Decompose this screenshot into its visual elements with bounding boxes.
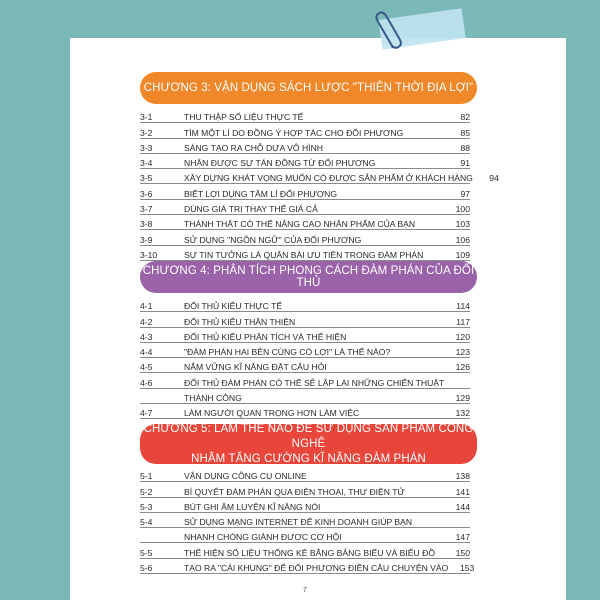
toc-title: NẮM VỮNG KĨ NĂNG ĐẶT CÂU HỎI: [184, 362, 327, 373]
toc-title-continued: THÀNH CÔNG: [184, 393, 242, 404]
toc-row: [140, 528, 470, 543]
toc-title: XÂY DỰNG KHÁT VỌNG MUỐN CÓ ĐƯỢC SẢN PHẨM Ở KHÁCH HÀNG: [184, 173, 473, 184]
toc-row: [140, 498, 470, 513]
toc-title: THÀNH THẬT CÓ THỂ NÂNG CAO NHÂN PHẨM CỦA BẠN: [184, 219, 416, 230]
toc-number: 3-8: [140, 219, 153, 230]
chapter-3-header: [140, 72, 477, 104]
toc-row: [140, 246, 470, 261]
chapter-4-header: [140, 261, 477, 293]
toc-number: 4-4: [140, 347, 153, 358]
toc-number: 4-1: [140, 301, 153, 312]
left-border: [0, 0, 70, 600]
toc-number: 5-4: [140, 517, 153, 528]
toc-page: 100: [455, 204, 470, 215]
toc-number: 5-1: [140, 471, 153, 482]
toc-number: 5-3: [140, 501, 153, 512]
toc-number: 3-2: [140, 127, 153, 138]
toc-number: 3-7: [140, 204, 153, 215]
toc-number: 4-7: [140, 408, 153, 419]
toc-number: 3-6: [140, 188, 153, 199]
toc-title: SỬ DỤNG "NGÔN NGỮ" CỦA ĐỐI PHƯƠNG: [184, 234, 362, 245]
toc-page: 106: [455, 234, 470, 245]
toc-row: [140, 230, 470, 245]
toc-title: BIẾT LỢI DỤNG TÂM LÍ ĐỐI PHƯƠNG: [184, 188, 338, 199]
toc-row: [140, 184, 470, 199]
toc-number: 3-9: [140, 234, 153, 245]
toc-number: 4-3: [140, 331, 153, 342]
toc-page: 117: [456, 316, 470, 327]
toc-row: [140, 559, 475, 574]
toc-row: [140, 404, 470, 419]
toc-page: 150: [455, 547, 470, 558]
toc-page: 85: [460, 127, 470, 138]
toc-number: 3-3: [140, 142, 153, 153]
toc-page: 91: [460, 158, 470, 169]
right-border: [566, 0, 600, 600]
top-border: [0, 0, 600, 38]
toc-title: TẠO RA "CÁI KHUNG" ĐỂ ĐỐI PHƯƠNG ĐIỀN CÂU CHUYỆN VÀO: [184, 563, 449, 574]
toc-number: 4-5: [140, 362, 153, 373]
toc-row: [140, 297, 470, 312]
toc-row: [140, 215, 470, 230]
toc-page: 153: [460, 563, 475, 574]
chapter-title: CHƯƠNG 3: VẬN DỤNG SÁCH LƯỢC "THIÊN THỜI ĐỊA LỢI": [143, 82, 474, 94]
toc-number: 3-1: [140, 112, 153, 123]
toc-row: [140, 328, 470, 343]
toc-page: 109: [455, 249, 470, 260]
toc-row: [140, 200, 470, 215]
toc-row: [140, 154, 470, 169]
toc-title: ĐỐI THỦ KIỂU THỰC TẾ: [184, 301, 283, 312]
toc-page: 97: [460, 188, 470, 199]
toc-row: [140, 482, 470, 497]
toc-title: THU THẬP SỐ LIỆU THỰC TẾ: [184, 112, 304, 123]
toc-row: [140, 343, 470, 358]
toc-row: [140, 139, 470, 154]
toc-row: [140, 543, 470, 558]
toc-title: TÌM MỘT LÍ DO ĐỒNG Ý HỢP TÁC CHO ĐỐI PHƯƠNG: [184, 127, 404, 138]
toc-page: 94: [489, 173, 499, 184]
toc-page: 138: [455, 471, 470, 482]
toc-title: SỬ DỤNG MẠNG INTERNET ĐỂ KINH DOANH GIÚP BẠN: [184, 517, 413, 528]
toc-row: [140, 123, 470, 138]
toc-row: [140, 312, 470, 327]
toc-title: ĐỐI THỦ KIỂU THÂN THIỆN: [184, 316, 296, 327]
toc-row: [140, 169, 499, 184]
chapter-title: CHƯƠNG 4: PHÂN TÍCH PHONG CÁCH ĐÀM PHÁN CỦA ĐỐI THỦ: [142, 265, 475, 289]
toc-page: 82: [460, 112, 470, 123]
toc-row: [140, 513, 470, 528]
toc-number: 5-5: [140, 547, 153, 558]
toc-row: [140, 389, 470, 404]
toc-title: ĐỐI THỦ KIỂU PHÂN TÍCH VÀ THỂ HIỆN: [184, 331, 347, 342]
chapter-title-line2: NHẰM TĂNG CƯỜNG KĨ NĂNG ĐÀM PHÁN: [191, 452, 426, 465]
toc-number: 5-6: [140, 563, 153, 574]
toc-number: 3-5: [140, 173, 153, 184]
toc-number: 3-4: [140, 158, 153, 169]
toc-title: "ĐÀM PHÁN HAI BÊN CÙNG CÓ LỢI" LÀ THẾ NÀO?: [184, 347, 391, 358]
toc-page: 120: [455, 331, 470, 342]
toc-page: 132: [455, 408, 470, 419]
toc-row: [140, 373, 470, 388]
toc-page: 126: [455, 362, 470, 373]
toc-number: 3-10: [140, 249, 158, 260]
toc-page: 123: [455, 347, 470, 358]
toc-row: [140, 108, 470, 123]
toc-row: [140, 358, 470, 373]
toc-page: 114: [456, 301, 470, 312]
chapter-5-header: [140, 424, 477, 464]
toc-title: SÁNG TẠO RA CHỖ DỰA VÔ HÌNH: [184, 142, 323, 153]
toc-title: DÙNG GIÁ TRỊ THAY THẾ GIÁ CẢ: [184, 204, 318, 215]
toc-title: BÍ QUYẾT ĐÀM PHÁN QUA ĐIỆN THOẠI, THƯ ĐIỆN TỬ: [184, 486, 405, 497]
page-number: 7: [303, 587, 307, 594]
chapter-title: CHƯƠNG 5: LÀM THẾ NÀO ĐỂ SỬ DỤNG SẢN PHẨM CÔNG NGHỆ: [143, 422, 474, 450]
toc-page: 144: [455, 501, 470, 512]
toc-page: 129: [455, 393, 470, 404]
toc-page: 103: [455, 219, 470, 230]
toc-number: 4-2: [140, 316, 153, 327]
chapter-5-list: [140, 467, 475, 574]
chapter-3-list: [140, 108, 499, 261]
toc-number: 5-2: [140, 486, 153, 497]
toc-title: THỂ HIỆN SỐ LIỆU THỐNG KÊ BẰNG BẢNG BIỂU VÀ BIỂU ĐỒ: [184, 547, 436, 558]
toc-title: BÚT GHI ÂM LUYỆN KĨ NĂNG NÓI: [184, 501, 321, 512]
toc-page: 141: [455, 486, 470, 497]
chapter-4-list: [140, 297, 470, 419]
toc-page: 88: [460, 142, 470, 153]
toc-title-continued: NHANH CHÓNG GIÀNH ĐƯỢC CƠ HỘI: [184, 532, 342, 543]
toc-row: [140, 467, 470, 482]
toc-title: NHẬN ĐƯỢC SỰ TÁN ĐỒNG TỪ ĐỐI PHƯƠNG: [184, 158, 376, 169]
toc-title: VẬN DỤNG CÔNG CỤ ONLINE: [184, 471, 307, 482]
toc-title: SỰ TIN TƯỞNG LÀ QUÂN BÀI ƯU TIÊN TRONG ĐÀM PHÁN: [184, 249, 424, 260]
toc-number: 4-6: [140, 377, 153, 388]
toc-title: LÀM NGƯỜI QUAN TRỌNG HƠN LÀM VIỆC: [184, 408, 360, 419]
toc-page: 147: [455, 532, 470, 543]
toc-title: ĐỐI THỦ ĐÀM PHÁN CÓ THỂ SẼ LẬP LẠI NHỮNG CHIẾN THUẬT: [184, 377, 445, 388]
